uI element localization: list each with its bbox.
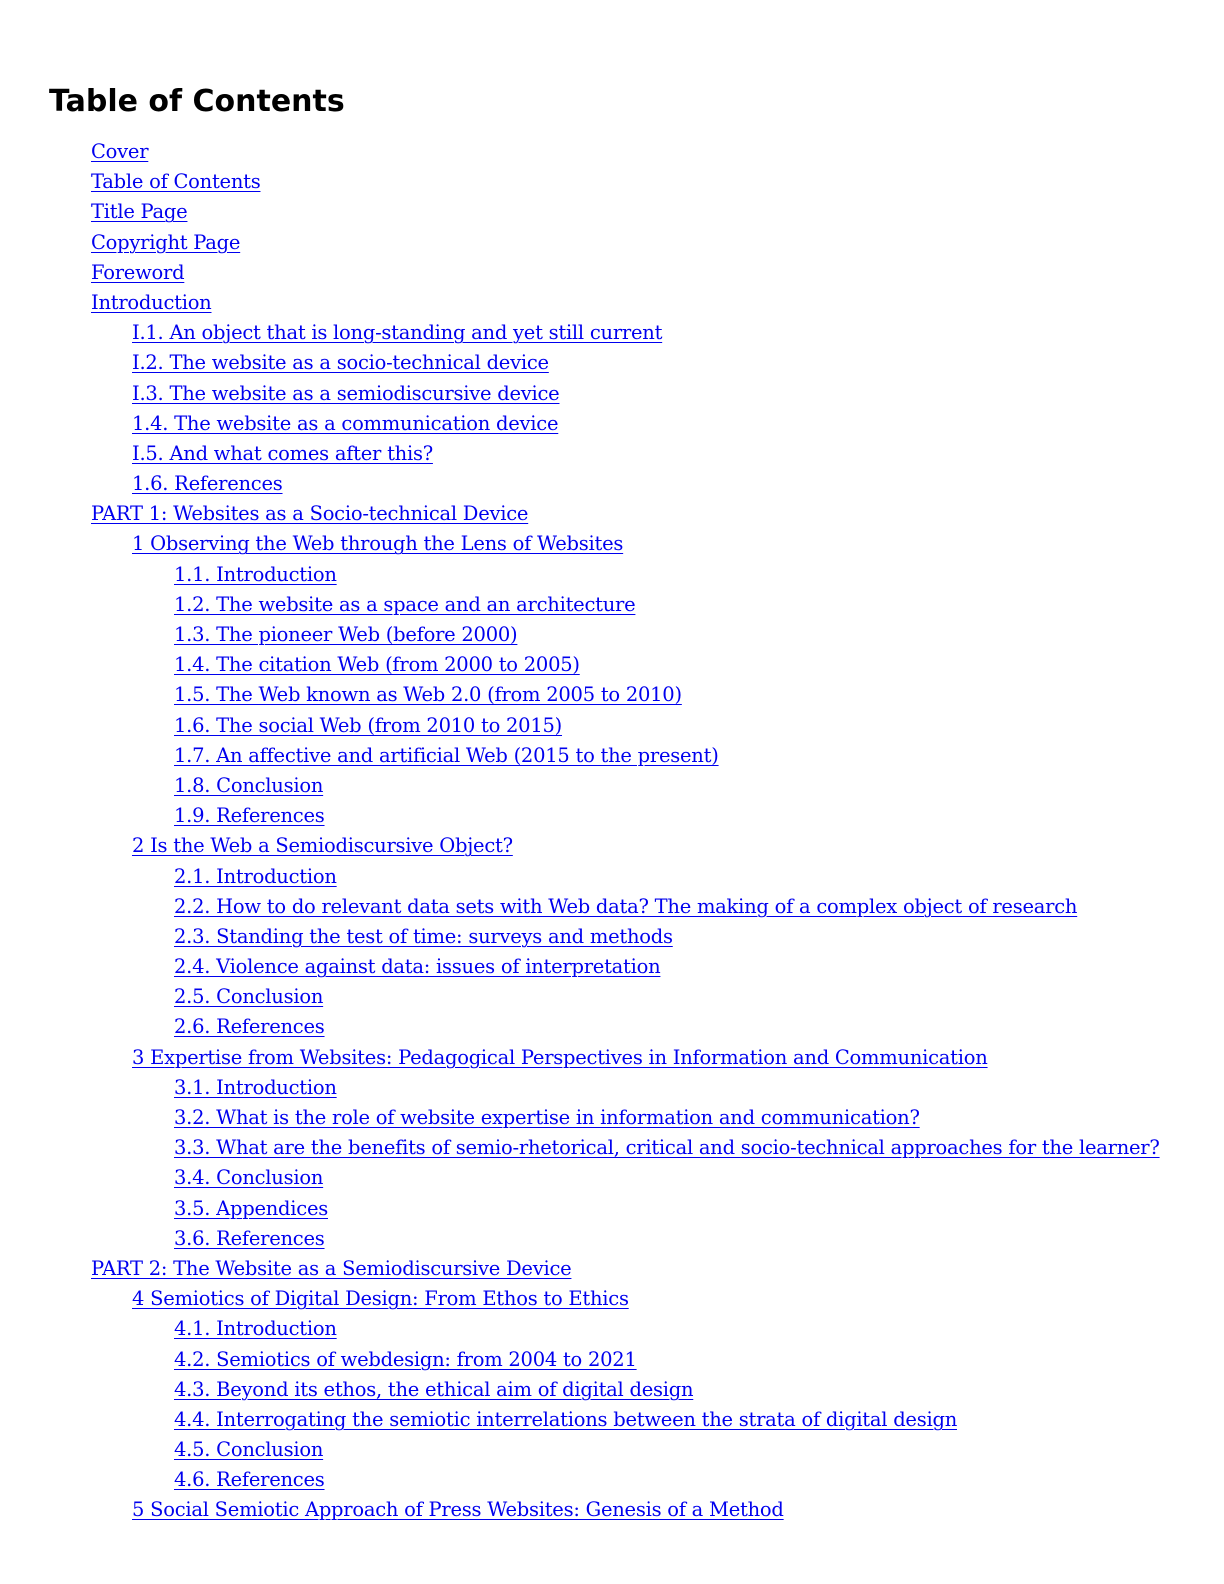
toc-link[interactable]: 1.1. Introduction (174, 562, 337, 586)
toc-link[interactable]: 1.4. The website as a communication device (132, 411, 559, 435)
toc-link[interactable]: 4.3. Beyond its ethos, the ethical aim of digital design (174, 1377, 694, 1401)
toc-entry (0, 318, 1160, 348)
toc-link[interactable]: 4 Semiotics of Digital Design: From Ethos to Ethics (132, 1287, 629, 1311)
toc-entry (0, 1314, 1160, 1344)
toc-link[interactable]: Introduction (91, 290, 212, 314)
toc-entry (0, 409, 1160, 439)
toc-entry (0, 1012, 1160, 1042)
toc-link[interactable]: PART 2: The Website as a Semiodiscursive Device (91, 1256, 572, 1280)
toc-entry (0, 1405, 1160, 1435)
toc-link[interactable]: Cover (91, 140, 149, 163)
toc-entry (0, 560, 1160, 590)
toc-link[interactable]: 3.3. What are the benefits of semio-rhetorical, critical and socio-technical approaches for the learner? (174, 1136, 1160, 1160)
toc-link[interactable]: Table of Contents (91, 170, 261, 194)
toc-entry (0, 831, 1160, 861)
toc-link[interactable]: 3.5. Appendices (174, 1196, 328, 1220)
toc-link[interactable]: I.1. An object that is long-standing and yet still current (132, 321, 663, 345)
toc-entry (0, 1284, 1160, 1314)
toc-link[interactable]: I.3. The website as a semiodiscursive device (132, 381, 560, 405)
toc-entry (0, 1103, 1160, 1133)
toc-link[interactable]: 2.3. Standing the test of time: surveys and methods (174, 924, 673, 948)
toc-entry (0, 469, 1160, 499)
toc-link[interactable]: 3.1. Introduction (174, 1075, 337, 1099)
toc-entry (0, 801, 1160, 831)
toc-entry (0, 228, 1160, 258)
toc-entry (0, 711, 1160, 741)
toc-entry (0, 167, 1160, 197)
toc-entry (0, 1254, 1160, 1284)
toc-link[interactable]: 1.6. References (132, 472, 283, 496)
toc-entry (0, 288, 1160, 318)
toc-entry (0, 1495, 1160, 1525)
toc-entry (0, 1435, 1160, 1465)
toc-entry (0, 1465, 1160, 1495)
toc-link[interactable]: 4.2. Semiotics of webdesign: from 2004 to 2021 (174, 1347, 637, 1371)
toc-link[interactable]: 3.4. Conclusion (174, 1166, 324, 1190)
toc-link[interactable]: 1.8. Conclusion (174, 773, 324, 797)
toc-entry (0, 680, 1160, 710)
toc-link[interactable]: I.2. The website as a socio-technical device (132, 351, 549, 375)
toc-entry (0, 499, 1160, 529)
toc-link[interactable]: Copyright Page (91, 230, 241, 254)
toc-link[interactable]: 4.5. Conclusion (174, 1438, 324, 1462)
toc-entry (0, 1133, 1160, 1163)
toc-link[interactable]: 1.9. References (174, 804, 325, 828)
toc-entry (0, 1043, 1160, 1073)
toc-entry (0, 258, 1160, 288)
toc-list (0, 137, 1160, 1526)
toc-link[interactable]: 1 Observing the Web through the Lens of Websites (132, 532, 624, 556)
toc-entry (0, 1224, 1160, 1254)
toc-link[interactable]: 2 Is the Web a Semiodiscursive Object? (132, 834, 513, 858)
toc-link[interactable]: 3.2. What is the role of website expertise in information and communication? (174, 1106, 920, 1129)
toc-link[interactable]: 2.5. Conclusion (174, 985, 324, 1009)
toc-entry (0, 137, 1160, 167)
toc-link[interactable]: 4.6. References (174, 1468, 325, 1492)
toc-entry (0, 590, 1160, 620)
toc-entry (0, 439, 1160, 469)
toc-link[interactable]: 3 Expertise from Websites: Pedagogical Perspectives in Information and Communication (132, 1045, 988, 1069)
toc-link[interactable]: 5 Social Semiotic Approach of Press Websites: Genesis of a Method (132, 1498, 784, 1522)
toc-link[interactable]: 2.1. Introduction (174, 864, 337, 888)
toc-entry (0, 379, 1160, 409)
toc-link[interactable]: Foreword (91, 260, 185, 284)
toc-entry (0, 348, 1160, 378)
toc-link[interactable]: I.5. And what comes after this? (132, 441, 433, 465)
toc-entry (0, 862, 1160, 892)
toc-entry (0, 922, 1160, 952)
toc-link[interactable]: 3.6. References (174, 1226, 325, 1250)
toc-entry (0, 529, 1160, 559)
toc-link[interactable]: PART 1: Websites as a Socio-technical Device (91, 502, 529, 526)
toc-entry (0, 650, 1160, 680)
toc-entry (0, 741, 1160, 771)
page-title: Table of Contents (49, 84, 345, 119)
toc-link[interactable]: 1.7. An affective and artificial Web (2015 to the present) (174, 743, 719, 767)
toc-entry (0, 1375, 1160, 1405)
toc-entry (0, 952, 1160, 982)
toc-entry (0, 197, 1160, 227)
toc-link[interactable]: 1.2. The website as a space and an architecture (174, 592, 636, 616)
toc-entry (0, 1073, 1160, 1103)
toc-link[interactable]: 4.4. Interrogating the semiotic interrelations between the strata of digital design (174, 1407, 958, 1431)
toc-link[interactable]: 1.3. The pioneer Web (before 2000) (174, 623, 518, 646)
toc-link[interactable]: Title Page (91, 200, 188, 224)
toc-entry (0, 1163, 1160, 1193)
toc-link[interactable]: 1.5. The Web known as Web 2.0 (from 2005 to 2010) (174, 683, 682, 707)
toc-link[interactable]: 4.1. Introduction (174, 1317, 337, 1341)
toc-entry (0, 1345, 1160, 1375)
toc-link[interactable]: 2.4. Violence against data: issues of interpretation (174, 955, 661, 979)
toc-entry (0, 1194, 1160, 1224)
toc-entry (0, 771, 1160, 801)
toc-entry (0, 982, 1160, 1012)
toc-entry (0, 620, 1160, 650)
toc-link[interactable]: 1.4. The citation Web (from 2000 to 2005) (174, 653, 580, 677)
toc-link[interactable]: 2.2. How to do relevant data sets with Web data? The making of a complex object of research (174, 894, 1078, 918)
toc-entry (0, 892, 1160, 922)
toc-link[interactable]: 1.6. The social Web (from 2010 to 2015) (174, 713, 563, 737)
toc-link[interactable]: 2.6. References (174, 1015, 325, 1039)
